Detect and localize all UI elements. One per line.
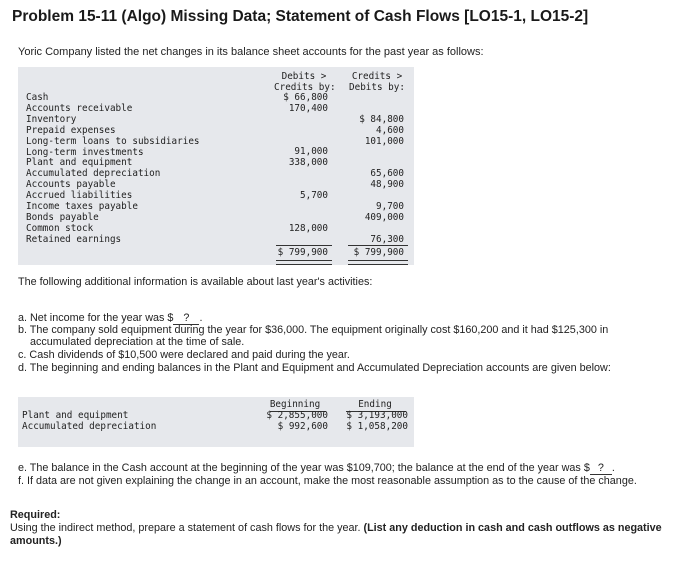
net-income-blank: ? <box>173 313 199 325</box>
required-plain-text: Using the indirect method, prepare a statement of cash flows for the year. <box>10 522 361 534</box>
account-name: Common stock <box>26 222 94 234</box>
item-e-text: e. The balance in the Cash account at the beginning of the year was $109,700; the balance at the end of the year was $ <box>18 462 590 474</box>
account-name: Accounts receivable <box>26 102 133 114</box>
ending-values <box>338 411 408 433</box>
credit-cell <box>344 224 404 235</box>
debit-cell: 170,400 <box>288 102 328 114</box>
item-c: c. Cash dividends of $10,500 were declared and paid during the year. <box>18 349 350 361</box>
credit-cell: 76,300 <box>370 233 404 245</box>
credit-cell <box>344 93 404 104</box>
account-name: Plant and equipment <box>26 157 133 169</box>
debit-total: $ 799,900 <box>277 247 328 258</box>
debit-total-rule <box>276 245 332 246</box>
credit-cell <box>344 147 404 158</box>
credit-cell: 65,600 <box>370 168 404 180</box>
debit-cell <box>270 169 328 180</box>
item-b-line1: b. The company sold equipment during the year for $36,000. The equipment originally cost $160,200 and it had $125,300 in <box>18 324 609 336</box>
debit-cell <box>270 235 328 246</box>
additional-info-heading: The following additional information is available about last year's activities: <box>18 276 373 288</box>
ending-cell: $ 1,058,200 <box>346 420 408 432</box>
beginning-cell: $ 2,855,000 <box>266 410 328 421</box>
credits-column-header <box>346 72 408 94</box>
item-a-text: a. Net income for the year was $ <box>18 312 174 324</box>
credit-cell: 4,600 <box>376 124 404 136</box>
credit-cell: 48,900 <box>370 179 404 191</box>
account-name: Accounts payable <box>26 179 116 191</box>
account-name: Bonds payable <box>26 211 99 223</box>
required-heading: Required: <box>10 509 61 521</box>
debit-cell: 338,000 <box>288 157 328 169</box>
credit-values <box>344 93 404 245</box>
credit-cell: 409,000 <box>364 211 404 223</box>
account-name: Income taxes payable <box>26 201 138 213</box>
account-names <box>26 93 200 246</box>
account-name: Long-term loans to subsidiaries <box>26 135 200 147</box>
credit-total-double-rule <box>348 260 408 265</box>
debit-cell <box>270 115 328 126</box>
ending-cell: $ 3,193,000 <box>346 410 408 421</box>
balance-account-name: Accumulated depreciation <box>22 420 157 432</box>
item-a-period: . <box>199 312 203 324</box>
credit-cell: 9,700 <box>376 200 404 212</box>
ending-header: Ending <box>358 399 392 410</box>
account-name: Prepaid expenses <box>26 124 116 136</box>
required-bold-text-line2: amounts.) <box>10 535 62 547</box>
balance-names <box>22 411 156 433</box>
debits-header-line1: Debits > <box>281 71 327 82</box>
item-b-line2: accumulated depreciation at the time of sale. <box>30 336 245 348</box>
beginning-cell: $ 992,600 <box>277 420 328 432</box>
credit-cell: 101,000 <box>364 135 404 147</box>
ending-cash-blank: ? <box>590 463 612 475</box>
account-name: Accumulated depreciation <box>26 168 161 180</box>
account-name: Inventory <box>26 113 77 125</box>
debits-header-line2: Credits by: <box>274 81 336 93</box>
debit-cell: 91,000 <box>294 146 328 158</box>
problem-title: Problem 15-11 (Algo) Missing Data; Statement of Cash Flows [LO15-1, LO15-2] <box>12 8 589 25</box>
debits-column-header <box>274 72 334 94</box>
account-name: Cash <box>26 92 49 103</box>
item-f: f. If data are not given explaining the change in an account, make the most reasonable assumption as to the cause of the change. <box>18 475 637 487</box>
required-text <box>10 522 662 534</box>
item-e <box>18 462 615 475</box>
credit-cell: $ 84,800 <box>359 113 404 125</box>
beginning-values <box>260 411 328 433</box>
debit-total-double-rule <box>276 260 332 265</box>
debit-cell <box>270 202 328 213</box>
account-name: Accrued liabilities <box>26 190 133 202</box>
item-d: d. The beginning and ending balances in the Plant and Equipment and Accumulated Depreciation accounts are given below: <box>18 362 611 374</box>
account-name: Retained earnings <box>26 233 122 245</box>
credits-header-line1: Credits > <box>351 71 403 82</box>
intro-text: Yoric Company listed the net changes in its balance sheet accounts for the past year as follows: <box>18 46 484 58</box>
debit-cell: 5,700 <box>300 190 328 202</box>
credit-total: $ 799,900 <box>353 247 404 258</box>
debit-cell <box>270 126 328 137</box>
debit-cell: $ 66,800 <box>283 92 328 103</box>
item-e-period: . <box>611 462 615 474</box>
credits-header-line2: Debits by: <box>349 81 405 93</box>
credit-total-rule <box>348 245 408 246</box>
balance-account-name: Plant and equipment <box>22 410 129 421</box>
debit-values <box>270 93 328 245</box>
account-name: Long-term investments <box>26 146 144 158</box>
debit-cell: 128,000 <box>288 222 328 234</box>
beginning-header: Beginning <box>269 399 321 410</box>
required-bold-text: (List any deduction in cash and cash outflows as negative <box>363 522 662 534</box>
